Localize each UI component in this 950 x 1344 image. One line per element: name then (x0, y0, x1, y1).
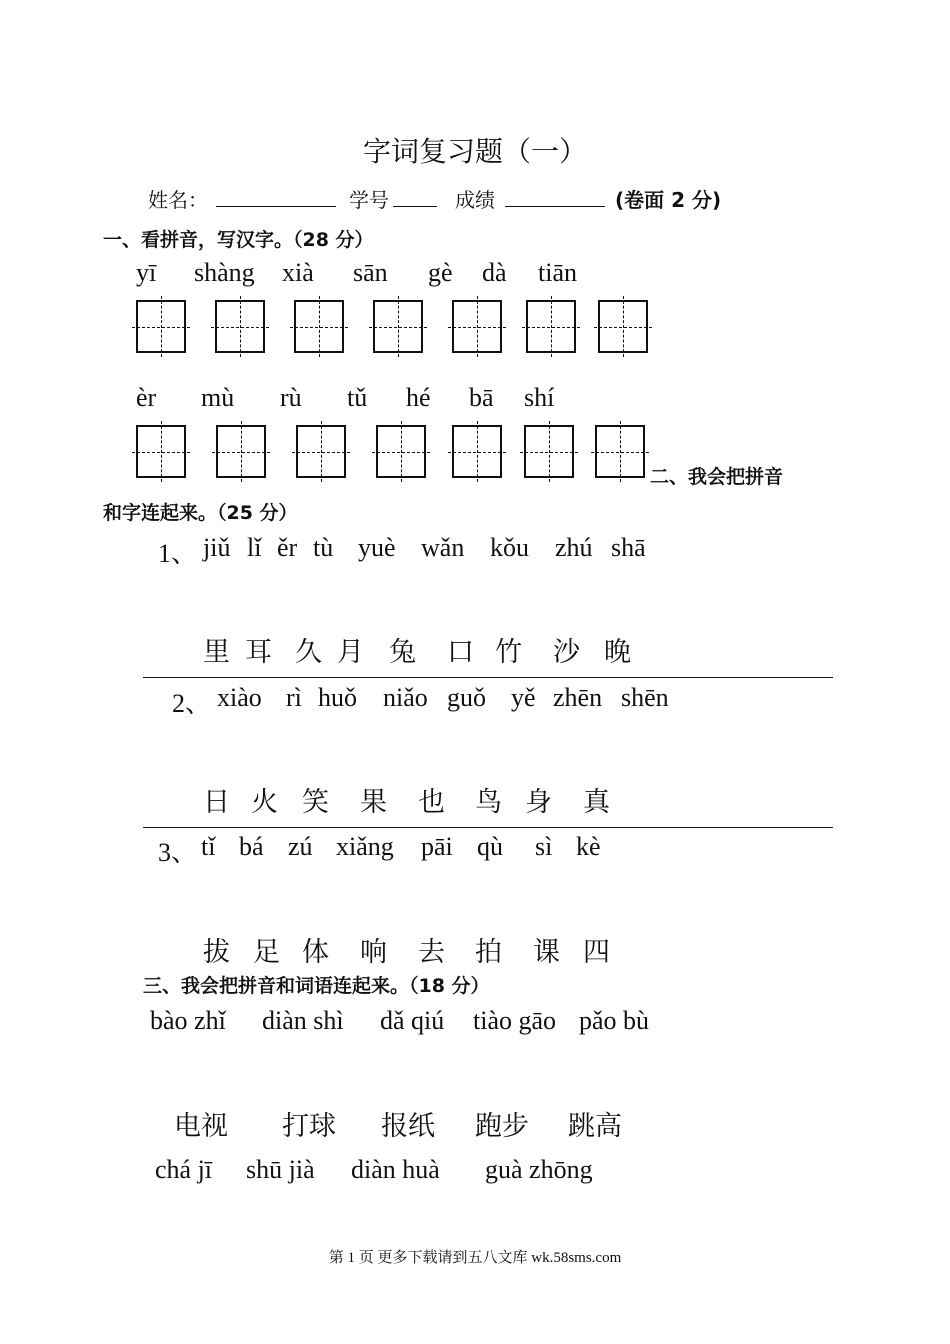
writing-box[interactable] (598, 300, 648, 353)
pinyin: tǐ (201, 832, 216, 861)
number-label: 学号 (349, 188, 389, 212)
pinyin: shēn (621, 683, 669, 712)
pinyin: shā (611, 533, 646, 562)
pinyin: kè (576, 832, 601, 861)
name-field[interactable] (216, 186, 336, 207)
pinyin: guǒ (447, 683, 486, 712)
hanzi: 响 (360, 937, 387, 968)
pinyin: pǎo bù (579, 1006, 650, 1035)
hanzi: 火 (251, 787, 278, 818)
word: 报纸 (381, 1111, 435, 1142)
writing-box[interactable] (526, 300, 576, 353)
pinyin: yě (511, 683, 536, 712)
number-field[interactable] (393, 186, 437, 207)
pinyin-s1-r1-3: xià (282, 258, 314, 287)
section2-heading-part2: 和字连起来。（25 分） (103, 502, 298, 524)
hanzi: 笑 (302, 787, 329, 818)
writing-box[interactable] (136, 300, 186, 353)
pinyin-s1-r2-6: bā (469, 383, 494, 412)
pinyin: shū jià (246, 1155, 315, 1184)
pinyin: wǎn (421, 533, 465, 562)
pinyin-s1-r2-4: tǔ (347, 383, 368, 412)
hanzi: 身 (525, 787, 552, 818)
pinyin: pāi (421, 832, 453, 861)
pinyin-s1-r2-5: hé (406, 383, 431, 412)
hanzi: 竹 (495, 637, 522, 668)
hanzi: 久 (295, 637, 322, 668)
name-label: 姓名： (148, 188, 208, 212)
pinyin: zhú (555, 533, 593, 562)
hanzi: 拔 (203, 937, 230, 968)
hanzi: 课 (533, 937, 560, 968)
pinyin-s1-r1-2: shàng (194, 258, 255, 287)
hanzi: 果 (360, 787, 387, 818)
divider (143, 827, 833, 828)
hanzi: 鸟 (475, 787, 502, 818)
hanzi: 四 (583, 937, 610, 968)
pinyin: niǎo (383, 683, 428, 712)
page-title: 字词复习题（一） (362, 135, 587, 168)
pinyin: dǎ qiú (380, 1006, 445, 1035)
writing-box[interactable] (376, 425, 426, 478)
pinyin: sì (535, 832, 553, 861)
writing-box[interactable] (524, 425, 574, 478)
hanzi: 沙 (553, 637, 580, 668)
pinyin: ěr (277, 533, 298, 562)
hanzi: 月 (337, 637, 364, 668)
pinyin: bá (239, 832, 264, 861)
hanzi: 口 (447, 637, 474, 668)
writing-box[interactable] (136, 425, 186, 478)
pinyin-s1-r1-1: yī (136, 258, 157, 287)
writing-box[interactable] (296, 425, 346, 478)
pinyin: tiào gāo (473, 1006, 557, 1035)
writing-box[interactable] (216, 425, 266, 478)
word: 跳高 (568, 1111, 622, 1142)
pinyin: diàn shì (262, 1006, 344, 1035)
divider (143, 677, 833, 678)
writing-box[interactable] (373, 300, 423, 353)
hanzi: 体 (302, 937, 329, 968)
group2-number: 2、 (172, 689, 212, 718)
score-field[interactable] (505, 186, 605, 207)
pinyin: jiǔ (203, 533, 231, 562)
pinyin-s1-r2-1: èr (136, 383, 157, 412)
writing-box[interactable] (294, 300, 344, 353)
pinyin-s1-r2-7: shí (524, 383, 555, 412)
pinyin-s1-r2-3: rù (280, 383, 302, 412)
hanzi: 里 (203, 637, 230, 668)
hanzi: 拍 (475, 937, 502, 968)
score-label: 成绩 (455, 188, 495, 212)
section3-heading: 三、我会把拼音和词语连起来。（18 分） (143, 975, 490, 997)
pinyin: qù (477, 832, 503, 861)
word: 跑步 (475, 1111, 529, 1142)
pinyin: guà zhōng (485, 1155, 593, 1184)
writing-box[interactable] (452, 300, 502, 353)
pinyin: kǒu (490, 533, 529, 562)
hanzi: 也 (418, 787, 445, 818)
pinyin-s1-r1-4: sān (353, 258, 388, 287)
hanzi: 日 (203, 787, 230, 818)
group1-number: 1、 (158, 539, 198, 568)
pinyin: lǐ (247, 533, 262, 562)
pinyin: huǒ (318, 683, 357, 712)
hanzi: 耳 (245, 637, 272, 668)
pinyin: diàn huà (351, 1155, 440, 1184)
writing-box[interactable] (215, 300, 265, 353)
page-footer: 第 1 页 更多下载请到五八文库 wk.58sms.com (328, 1250, 622, 1266)
pinyin: chá jī (155, 1155, 213, 1184)
pinyin-s1-r1-7: tiān (538, 258, 577, 287)
group3-number: 3、 (158, 838, 198, 867)
pinyin-s1-r1-6: dà (482, 258, 507, 287)
word: 打球 (282, 1111, 336, 1142)
pinyin-s1-r1-5: gè (428, 258, 453, 287)
neatness-note: (卷面 2 分) (615, 188, 722, 212)
pinyin: yuè (358, 533, 396, 562)
pinyin: tù (313, 533, 334, 562)
word: 电视 (174, 1111, 228, 1142)
pinyin-s1-r2-2: mù (201, 383, 235, 412)
pinyin: zú (288, 832, 313, 861)
hanzi: 兔 (389, 637, 416, 668)
hanzi: 真 (583, 787, 610, 818)
pinyin: rì (286, 683, 302, 712)
section2-heading-part1: 二、我会把拼音 (650, 466, 784, 488)
pinyin: xiào (217, 683, 262, 712)
hanzi: 足 (253, 937, 280, 968)
pinyin: xiǎng (336, 832, 394, 861)
writing-box[interactable] (452, 425, 502, 478)
hanzi: 晚 (604, 637, 631, 668)
hanzi: 去 (418, 937, 445, 968)
writing-box[interactable] (595, 425, 645, 478)
section1-heading: 一、看拼音，写汉字。（28 分） (103, 229, 374, 251)
pinyin: zhēn (553, 683, 603, 712)
pinyin: bào zhǐ (150, 1006, 226, 1035)
